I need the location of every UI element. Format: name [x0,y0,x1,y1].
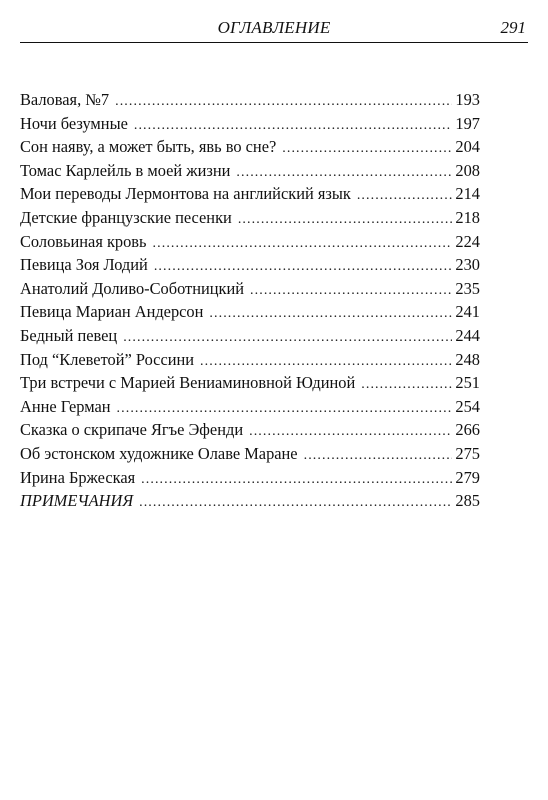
toc-entry [20,395,480,419]
toc-entry-title: Три встречи с Марией Вениаминовной Юдиной [20,373,356,393]
toc-entry-page: 279 [455,467,480,487]
toc-entry-title: Сказка о скрипаче Ягъе Эфенди [20,420,244,440]
toc-entry-page: 244 [455,325,480,345]
toc-entry-title: Анатолий Доливо-Соботницкий [20,278,245,298]
toc-entry [20,277,480,301]
toc-leader-dots [115,90,452,114]
toc-entry-title: Певица Зоя Лодий [20,255,148,275]
toc-entry [20,371,480,395]
toc-entry [20,253,480,277]
header-page-number: 291 [500,18,526,37]
toc-leader-dots [357,184,453,208]
toc-entry-page: 208 [455,160,480,180]
toc-entry [20,418,480,442]
toc-entry-page: 248 [455,349,480,369]
toc-leader-dots [236,161,452,185]
toc-leader-dots [154,255,453,279]
toc-leader-dots [209,302,452,326]
toc-leader-dots [200,350,452,374]
table-of-contents [20,88,480,513]
toc-entry [20,182,480,206]
toc-entry-title: Валовая, №7 [20,90,110,109]
toc-leader-dots [134,114,453,138]
toc-entry-title: Ночи безумные [20,113,128,133]
toc-entry-page: 285 [455,491,480,511]
toc-entry [20,159,480,183]
toc-leader-dots [238,208,453,232]
toc-entry-page: 204 [455,137,480,157]
toc-entry [20,112,480,136]
toc-entry [20,135,480,159]
toc-entry-page: 251 [455,373,480,393]
toc-entry [20,88,480,112]
toc-entry-page: 214 [455,184,480,204]
toc-entry-page: 193 [455,90,480,109]
toc-entry-title: Томас Карлейль в моей жизни [20,160,231,180]
toc-entry [20,466,480,490]
toc-entry-page: 230 [455,255,480,275]
toc-entry-page: 266 [455,420,480,440]
toc-leader-dots [141,468,452,492]
toc-entry-page: 218 [455,207,480,227]
toc-leader-dots [282,137,452,161]
toc-entry-page: 197 [455,113,480,133]
toc-entry-title: ПРИМЕЧАНИЯ [20,491,134,511]
running-header [20,18,528,43]
toc-leader-dots [117,397,453,421]
toc-entry [20,324,480,348]
toc-entry-title: Соловьиная кровь [20,231,147,251]
toc-entry-page: 224 [455,231,480,251]
toc-entry [20,230,480,254]
toc-entry-title: Сон наяву, а может быть, явь во сне? [20,137,277,157]
toc-entry-title: Анне Герман [20,396,111,416]
toc-entry [20,300,480,324]
toc-entry-page: 241 [455,302,480,322]
toc-leader-dots [249,420,452,444]
toc-entry [20,348,480,372]
toc-leader-dots [304,444,453,468]
toc-entry-page: 254 [455,396,480,416]
toc-entry-page: 275 [455,443,480,463]
toc-entry-title: Ирина Бржеская [20,467,136,487]
toc-entry-title: Певица Мариан Андерсон [20,302,204,322]
toc-leader-dots [123,326,452,350]
toc-entry [20,489,480,513]
toc-entry-title: Под “Клеветой” Россини [20,349,195,369]
toc-entry-page: 235 [455,278,480,298]
toc-entry-title: Об эстонском художнике Олаве Маране [20,443,298,463]
header-title: ОГЛАВЛЕНИЕ [217,18,331,37]
toc-leader-dots [139,491,452,515]
toc-leader-dots [153,232,453,256]
toc-leader-dots [250,279,452,303]
toc-leader-dots [361,373,452,397]
toc-entry [20,442,480,466]
toc-entry [20,206,480,230]
toc-entry-title: Детские французские песенки [20,207,232,227]
toc-entry-title: Мои переводы Лермонтова на английский язык [20,184,351,204]
toc-entry-title: Бедный певец [20,325,118,345]
